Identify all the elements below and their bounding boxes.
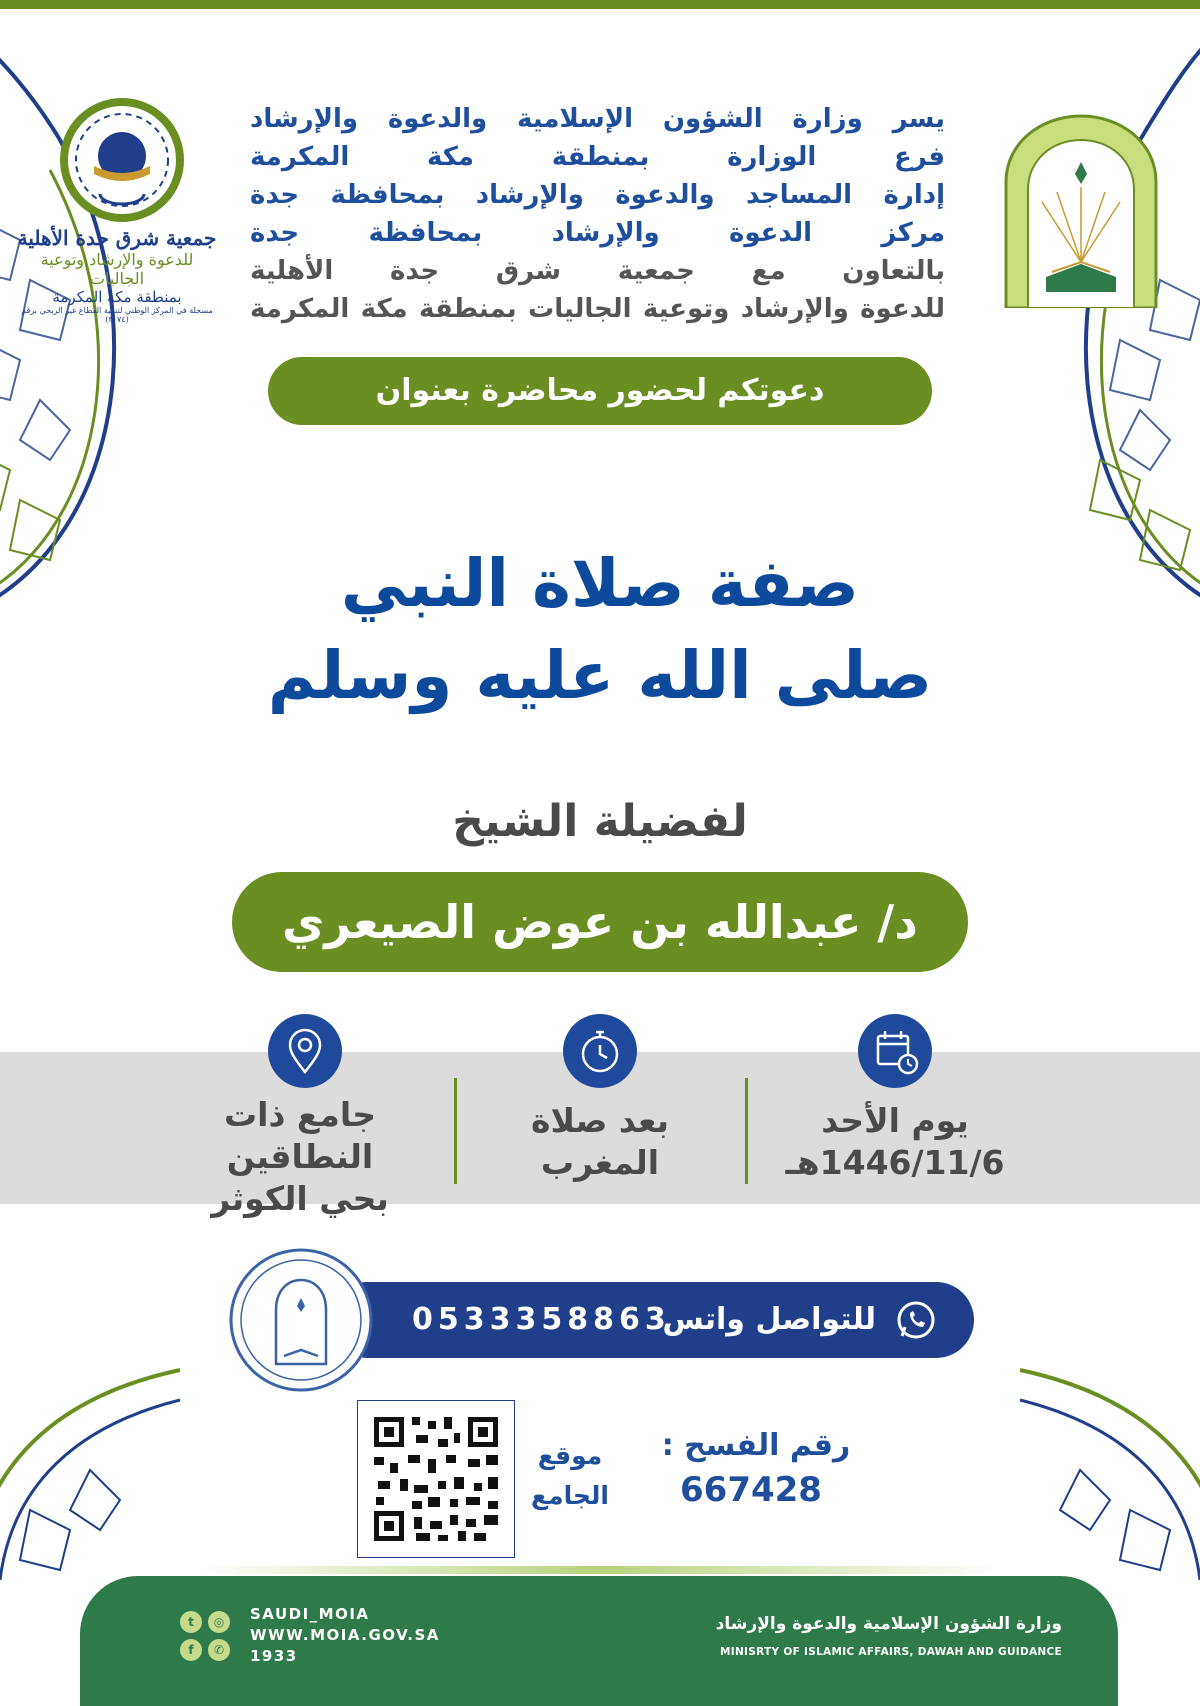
association-name: جمعية شرق جدة الأهلية	[17, 226, 217, 250]
calendar-icon	[858, 1014, 932, 1088]
stopwatch-icon	[563, 1014, 637, 1088]
event-day: يوم الأحد	[821, 1101, 969, 1140]
association-line2: للدعوة والإرشاد وتوعية الجاليات	[40, 250, 194, 288]
event-time-line2: المغرب	[540, 1143, 660, 1182]
event-time-line1: بعد صلاة	[531, 1101, 669, 1140]
decorative-arch-bottom-left	[0, 1360, 200, 1580]
event-time	[480, 1100, 720, 1184]
top-accent-bar	[0, 0, 1200, 9]
contact-label: للتواصل واتس	[662, 1302, 876, 1337]
event-hijri-date: 1446/11/6هـ	[785, 1143, 1005, 1182]
header-line-6: للدعوة والإرشاد وتوعية الجاليات بمنطقة مكة المكرمة	[250, 294, 945, 324]
footer-contact	[250, 1604, 440, 1667]
permit-number: 667428	[680, 1470, 822, 1510]
facebook-icon[interactable]: f	[180, 1639, 202, 1661]
info-divider-right	[745, 1078, 748, 1184]
qr-site-label	[520, 1436, 620, 1516]
sheikh-label: لفضيلة الشيخ	[452, 796, 748, 847]
header-line-4: مركز الدعوة والإرشاد بمحافظة جدة	[250, 218, 945, 248]
header-text-block	[250, 100, 945, 328]
info-divider-left	[454, 1078, 457, 1184]
whatsapp-icon	[894, 1298, 938, 1342]
decorative-arch-bottom-right	[1000, 1360, 1200, 1580]
instagram-icon[interactable]: ◎	[208, 1611, 230, 1633]
ministry-logo	[1002, 112, 1160, 308]
location-qr-code[interactable]	[357, 1400, 515, 1558]
lecture-title-line2: صلى الله عليه وسلم	[267, 637, 933, 714]
event-date	[775, 1100, 1015, 1184]
footer-website[interactable]: WWW.MOIA.GOV.SA	[250, 1626, 440, 1644]
header-line-1: يسر وزارة الشؤون الإسلامية والدعوة والإرشاد	[250, 104, 945, 134]
ministry-footer	[80, 1576, 1118, 1706]
location-pin-icon	[268, 1014, 342, 1088]
association-line3: بمنطقة مكة المكرمة	[52, 288, 182, 306]
footer-ministry-arabic: وزارة الشؤون الإسلامية والدعوة والإرشاد	[715, 1614, 1062, 1634]
event-location	[150, 1094, 450, 1220]
phone-icon[interactable]: ✆	[208, 1639, 230, 1661]
qr-label-line2: الجامع	[531, 1481, 609, 1510]
whatsapp-contact-bar[interactable]	[330, 1282, 974, 1358]
association-emblem	[60, 98, 184, 222]
event-district: بحي الكوثر	[211, 1179, 389, 1218]
association-registration: مسجلة في المركز الوطني لتنمية القطاع غير الربحي برقم (٣٠٧٤)	[21, 306, 213, 324]
footer-phone[interactable]: 1933	[250, 1647, 298, 1665]
event-mosque: جامع ذات النطاقين	[223, 1095, 377, 1176]
footer-ministry-english: MINISRTY OF ISLAMIC AFFAIRS, DAWAH AND GUIDANCE	[720, 1646, 1062, 1658]
footer-accent-line	[200, 1566, 1000, 1574]
twitter-icon[interactable]: t	[180, 1611, 202, 1633]
sheikh-name-banner: د/ عبدالله بن عوض الصيعري	[232, 872, 968, 972]
association-logo	[14, 98, 220, 326]
dawah-center-stamp	[226, 1246, 376, 1394]
lecture-title-line1: صفة صلاة النبي	[340, 545, 860, 622]
permit-label: رقم الفسح :	[661, 1428, 851, 1463]
social-icons	[180, 1611, 240, 1671]
lecture-title	[150, 538, 1050, 722]
header-line-3: إدارة المساجد والدعوة والإرشاد بمحافظة جدة	[250, 180, 945, 210]
contact-number[interactable]: 0533358863	[412, 1302, 671, 1337]
qr-label-line1: موقع	[537, 1441, 603, 1470]
header-line-2: فرع الوزارة بمنطقة مكة المكرمة	[250, 142, 945, 172]
invitation-banner: دعوتكم لحضور محاضرة بعنوان	[268, 357, 932, 425]
header-line-5: بالتعاون مع جمعية شرق جدة الأهلية	[250, 256, 945, 286]
footer-handle[interactable]: SAUDI_MOIA	[250, 1605, 370, 1623]
